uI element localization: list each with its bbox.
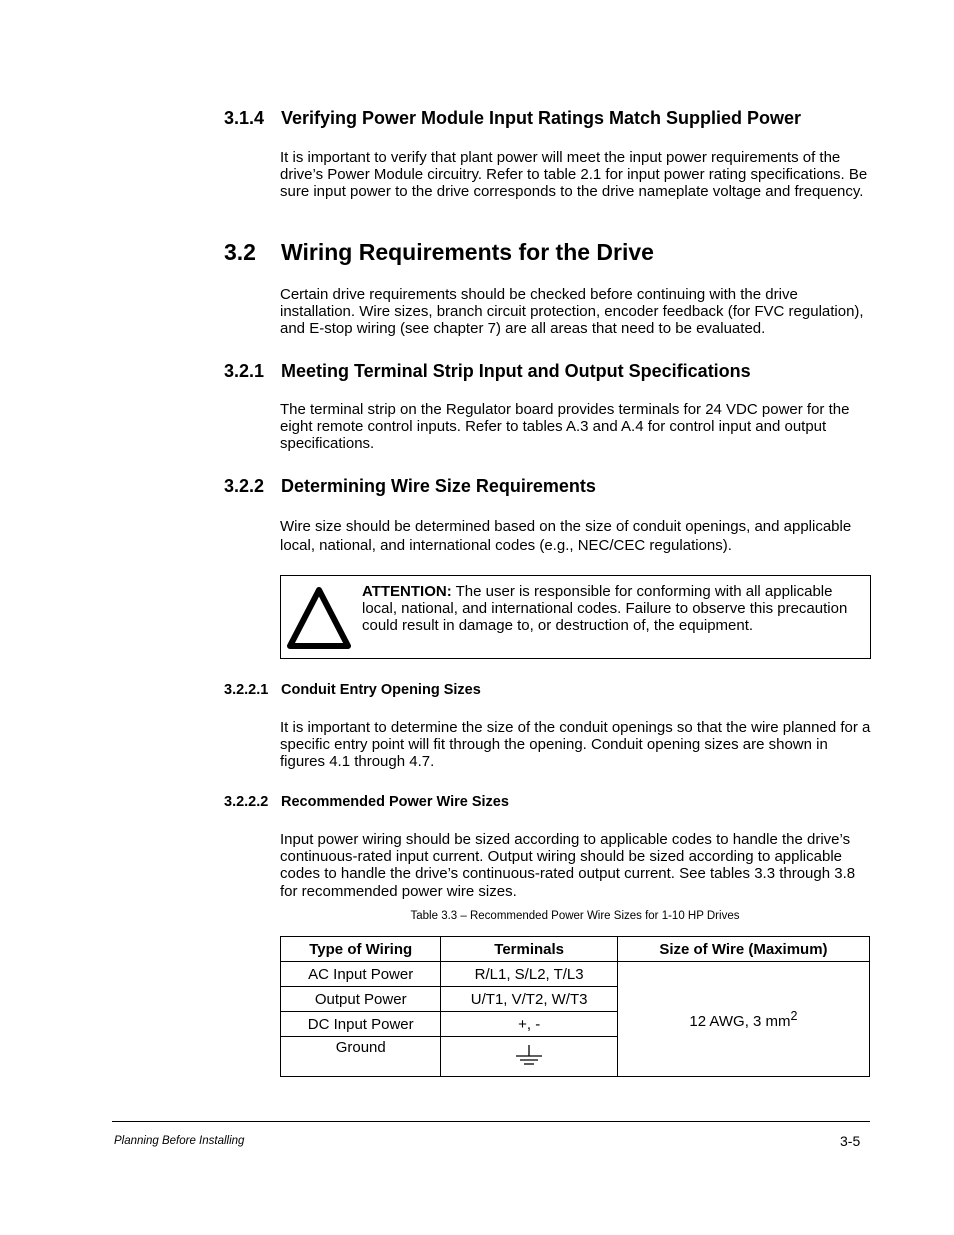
column-header: Terminals (441, 937, 617, 962)
section-title: Meeting Terminal Strip Input and Output Specifications (281, 361, 751, 381)
cell-terminals (441, 1037, 617, 1077)
attention-box (280, 575, 871, 659)
section-title: Recommended Power Wire Sizes (281, 794, 509, 810)
attention-text (362, 583, 862, 635)
cell-type: DC Input Power (281, 1012, 441, 1037)
column-header: Size of Wire (Maximum) (617, 937, 869, 962)
wire-size-superscript: 2 (790, 1008, 798, 1023)
ground-symbol-icon (514, 1043, 544, 1067)
section-title: Determining Wire Size Requirements (281, 476, 596, 496)
paragraph-3-2-2: Wire size should be determined based on the size of conduit openings, and applicable local, national, and international codes (e.g., NEC/CEC regulations). (280, 518, 852, 554)
footer-chapter-title: Planning Before Installing (114, 1135, 245, 1147)
cell-type: Ground (281, 1037, 441, 1077)
paragraph-3-2: Certain drive requirements should be checked before continuing with the drive installation. Wire sizes, branch circuit protection, encoder feedback (for FVC regulation), and E-stop wiring (see chapter 7) are all areas that need to be evaluated. (280, 286, 864, 338)
section-title: Wiring Requirements for the Drive (281, 239, 654, 265)
cell-terminals: +, - (441, 1012, 617, 1037)
cell-wire-size (617, 962, 869, 1077)
table-row (281, 962, 870, 987)
column-header: Type of Wiring (281, 937, 441, 962)
section-number: 3.2 (224, 239, 256, 265)
wire-size-value: 12 AWG, 3 mm (689, 1012, 791, 1030)
table-header-row (281, 937, 870, 962)
cell-type: Output Power (281, 987, 441, 1012)
section-title: Verifying Power Module Input Ratings Match Supplied Power (281, 108, 802, 128)
cell-terminals: R/L1, S/L2, T/L3 (441, 962, 617, 987)
section-number: 3.1.4 (224, 108, 265, 128)
section-number: 3.2.1 (224, 361, 265, 381)
section-number: 3.2.2.1 (224, 682, 269, 698)
warning-triangle-icon (285, 584, 353, 652)
footer-rule (112, 1121, 870, 1122)
section-title: Conduit Entry Opening Sizes (281, 682, 481, 698)
section-number: 3.2.2 (224, 476, 265, 496)
attention-message: The user is responsible for conforming with all applicable local, national, and international codes. Failure to observe this precaution could result in damage to, or destruction of, the equipment. (362, 583, 848, 635)
wire-size-table (280, 936, 870, 1077)
section-number: 3.2.2.2 (224, 794, 269, 810)
attention-label: ATTENTION: (362, 583, 452, 600)
paragraph-3-1-4: It is important to verify that plant power will meet the input power requirements of the drive’s Power Module circuitry. Refer to table 2.1 for input power rating specifications. Be sure input power to the drive corresponds to the drive nameplate voltage and frequency. (280, 149, 868, 201)
cell-type: AC Input Power (281, 962, 441, 987)
paragraph-3-2-1: The terminal strip on the Regulator board provides terminals for 24 VDC power for the eight remote control inputs. Refer to tables A.3 and A.4 for control input and output specifications. (280, 401, 850, 453)
page-number: 3-5 (840, 1133, 861, 1149)
paragraph-3-2-2-2: Input power wiring should be sized according to applicable codes to handle the drive’s continuous-rated input current. Output wiring should be sized according to applicable codes to handle the drive’s continuous-rated output current. See tables 3.3 through 3.8 for recommended power wire sizes. (280, 831, 856, 900)
paragraph-3-2-2-1: It is important to determine the size of the conduit openings so that the wire planned for a specific entry point will fit through the opening. Conduit opening sizes are shown in figures 4.1 through 4.7. (280, 719, 871, 771)
table-caption: Table 3.3 – Recommended Power Wire Sizes for 1-10 HP Drives (410, 910, 740, 922)
cell-terminals: U/T1, V/T2, W/T3 (441, 987, 617, 1012)
